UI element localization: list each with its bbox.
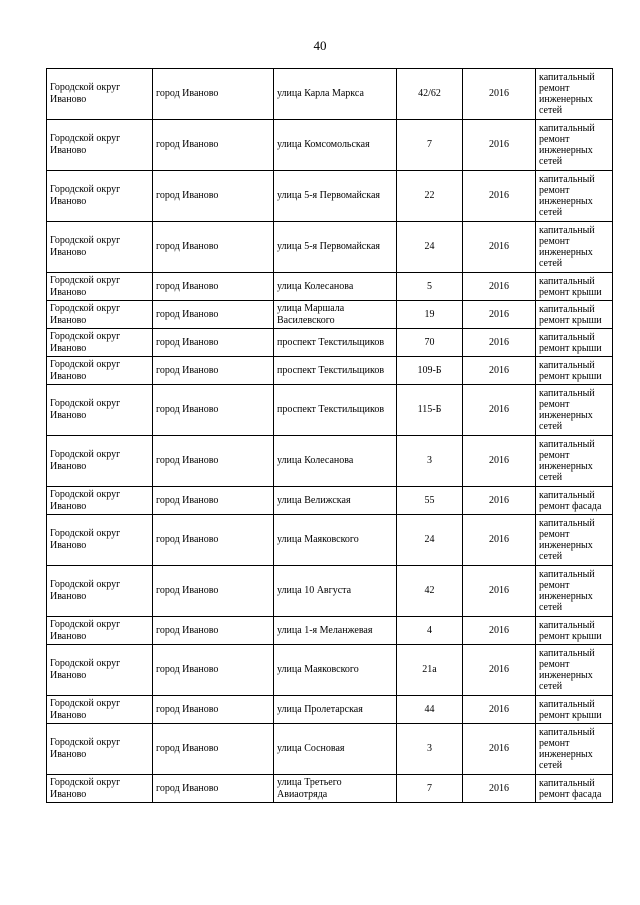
work-type-cell: капитальный ремонт инженерных сетей [536,69,613,120]
house-number-cell: 24 [397,222,463,273]
year-cell: 2016 [463,724,536,775]
district-cell: Городской округ Иваново [47,487,153,515]
year-cell: 2016 [463,515,536,566]
table-row [47,273,613,301]
city-cell: город Иваново [153,329,274,357]
year-cell: 2016 [463,436,536,487]
table-row [47,301,613,329]
work-type-cell: капитальный ремонт инженерных сетей [536,385,613,436]
house-number-cell: 4 [397,617,463,645]
year-cell: 2016 [463,329,536,357]
city-cell: город Иваново [153,645,274,696]
work-type-cell: капитальный ремонт крыши [536,329,613,357]
city-cell: город Иваново [153,696,274,724]
table-row [47,120,613,171]
work-type-cell: капитальный ремонт инженерных сетей [536,222,613,273]
table-row [47,617,613,645]
house-number-cell: 42/62 [397,69,463,120]
district-cell: Городской округ Иваново [47,645,153,696]
year-cell: 2016 [463,487,536,515]
year-cell: 2016 [463,273,536,301]
table-row [47,724,613,775]
street-cell: проспект Текстильщиков [274,329,397,357]
district-cell: Городской округ Иваново [47,329,153,357]
house-number-cell: 42 [397,566,463,617]
city-cell: город Иваново [153,515,274,566]
house-number-cell: 22 [397,171,463,222]
district-cell: Городской округ Иваново [47,273,153,301]
city-cell: город Иваново [153,222,274,273]
street-cell: улица Третьего Авиаотряда [274,775,397,803]
work-type-cell: капитальный ремонт крыши [536,696,613,724]
house-number-cell: 21а [397,645,463,696]
year-cell: 2016 [463,301,536,329]
year-cell: 2016 [463,222,536,273]
house-number-cell: 70 [397,329,463,357]
work-type-cell: капитальный ремонт крыши [536,301,613,329]
table-row [47,566,613,617]
table-body [47,69,613,803]
work-type-cell: капитальный ремонт инженерных сетей [536,515,613,566]
city-cell: город Иваново [153,69,274,120]
work-type-cell: капитальный ремонт фасада [536,775,613,803]
work-type-cell: капитальный ремонт инженерных сетей [536,566,613,617]
street-cell: улица 10 Августа [274,566,397,617]
district-cell: Городской округ Иваново [47,222,153,273]
city-cell: город Иваново [153,487,274,515]
district-cell: Городской округ Иваново [47,724,153,775]
work-type-cell: капитальный ремонт инженерных сетей [536,171,613,222]
district-cell: Городской округ Иваново [47,696,153,724]
district-cell: Городской округ Иваново [47,120,153,171]
work-type-cell: капитальный ремонт инженерных сетей [536,724,613,775]
work-type-cell: капитальный ремонт инженерных сетей [536,645,613,696]
street-cell: улица 5-я Первомайская [274,171,397,222]
district-cell: Городской округ Иваново [47,436,153,487]
page-number: 40 [313,38,327,53]
work-type-cell: капитальный ремонт крыши [536,273,613,301]
street-cell: улица Велижская [274,487,397,515]
district-cell: Городской округ Иваново [47,566,153,617]
year-cell: 2016 [463,385,536,436]
city-cell: город Иваново [153,724,274,775]
year-cell: 2016 [463,120,536,171]
table-row [47,357,613,385]
district-cell: Городской округ Иваново [47,301,153,329]
street-cell: улица Карла Маркса [274,69,397,120]
year-cell: 2016 [463,69,536,120]
work-type-cell: капитальный ремонт крыши [536,617,613,645]
city-cell: город Иваново [153,301,274,329]
year-cell: 2016 [463,645,536,696]
table-row [47,436,613,487]
house-number-cell: 115-Б [397,385,463,436]
table-row [47,696,613,724]
work-type-cell: капитальный ремонт инженерных сетей [536,120,613,171]
work-type-cell: капитальный ремонт крыши [536,357,613,385]
street-cell: улица 1-я Меланжевая [274,617,397,645]
table-row [47,329,613,357]
year-cell: 2016 [463,696,536,724]
street-cell: улица Комсомольская [274,120,397,171]
table-row [47,645,613,696]
table-row [47,487,613,515]
house-number-cell: 7 [397,775,463,803]
city-cell: город Иваново [153,775,274,803]
house-number-cell: 3 [397,724,463,775]
year-cell: 2016 [463,566,536,617]
house-number-cell: 24 [397,515,463,566]
district-cell: Городской округ Иваново [47,171,153,222]
year-cell: 2016 [463,617,536,645]
table-row [47,222,613,273]
work-type-cell: капитальный ремонт инженерных сетей [536,436,613,487]
house-number-cell: 5 [397,273,463,301]
street-cell: улица 5-я Первомайская [274,222,397,273]
house-number-cell: 44 [397,696,463,724]
street-cell: улица Пролетарская [274,696,397,724]
district-cell: Городской округ Иваново [47,69,153,120]
house-number-cell: 55 [397,487,463,515]
street-cell: проспект Текстильщиков [274,385,397,436]
house-number-cell: 7 [397,120,463,171]
street-cell: проспект Текстильщиков [274,357,397,385]
city-cell: город Иваново [153,120,274,171]
house-number-cell: 19 [397,301,463,329]
table-row [47,515,613,566]
district-cell: Городской округ Иваново [47,357,153,385]
street-cell: улица Маяковского [274,515,397,566]
house-number-cell: 109-Б [397,357,463,385]
city-cell: город Иваново [153,385,274,436]
city-cell: город Иваново [153,617,274,645]
street-cell: улица Маршала Василевского [274,301,397,329]
district-cell: Городской округ Иваново [47,775,153,803]
table-row [47,775,613,803]
work-type-cell: капитальный ремонт фасада [536,487,613,515]
table-row [47,171,613,222]
city-cell: город Иваново [153,566,274,617]
district-cell: Городской округ Иваново [47,515,153,566]
table-row [47,69,613,120]
city-cell: город Иваново [153,357,274,385]
year-cell: 2016 [463,775,536,803]
year-cell: 2016 [463,357,536,385]
street-cell: улица Сосновая [274,724,397,775]
city-cell: город Иваново [153,273,274,301]
table-row [47,385,613,436]
year-cell: 2016 [463,171,536,222]
city-cell: город Иваново [153,436,274,487]
city-cell: город Иваново [153,171,274,222]
house-number-cell: 3 [397,436,463,487]
district-cell: Городской округ Иваново [47,385,153,436]
district-cell: Городской округ Иваново [47,617,153,645]
housing-repair-table [46,68,613,803]
street-cell: улица Колесанова [274,273,397,301]
street-cell: улица Колесанова [274,436,397,487]
street-cell: улица Маяковского [274,645,397,696]
